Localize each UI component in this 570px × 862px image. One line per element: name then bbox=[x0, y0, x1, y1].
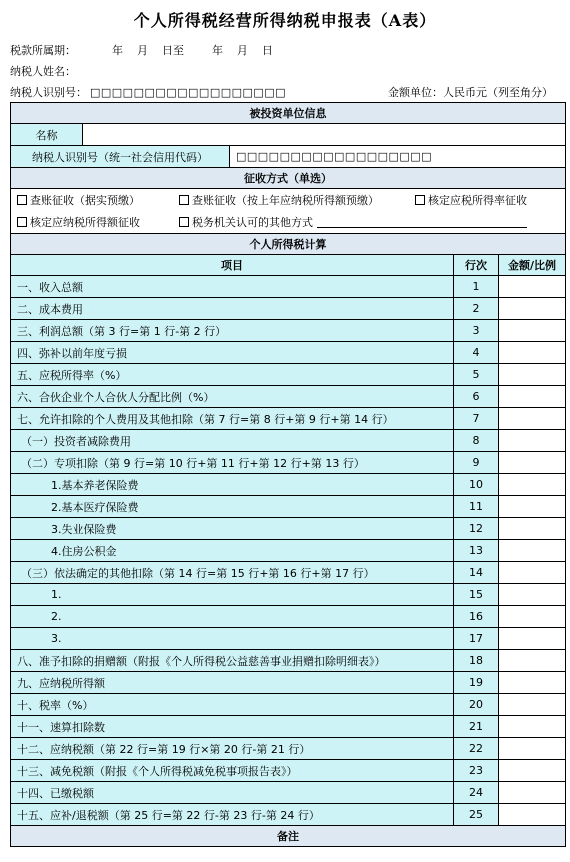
table-row bbox=[11, 430, 566, 452]
row-line-number: 22 bbox=[454, 738, 499, 760]
row-line-number: 7 bbox=[454, 408, 499, 430]
row-line-number: 17 bbox=[454, 628, 499, 650]
table-row bbox=[11, 716, 566, 738]
row-line-number: 5 bbox=[454, 364, 499, 386]
row-item-label: 十、税率（%） bbox=[11, 694, 454, 716]
row-amount-field[interactable] bbox=[499, 694, 566, 716]
row-item-label: 3. bbox=[11, 628, 454, 650]
row-line-number: 10 bbox=[454, 474, 499, 496]
row-amount-field[interactable] bbox=[499, 782, 566, 804]
levy-option-last-year[interactable]: 查账征收（按上年应纳税所得额预缴） bbox=[179, 192, 415, 208]
row-item-label: 1.基本养老保险费 bbox=[11, 474, 454, 496]
row-item-label: 十四、已缴税额 bbox=[11, 782, 454, 804]
row-amount-field[interactable] bbox=[499, 584, 566, 606]
investee-name-field[interactable] bbox=[83, 124, 566, 146]
table-row bbox=[11, 276, 566, 298]
row-line-number: 25 bbox=[454, 804, 499, 826]
row-line-number: 24 bbox=[454, 782, 499, 804]
row-amount-field[interactable] bbox=[499, 760, 566, 782]
row-item-label: 一、收入总额 bbox=[11, 276, 454, 298]
declaration-table bbox=[10, 102, 566, 847]
row-amount-field[interactable] bbox=[499, 496, 566, 518]
table-row bbox=[11, 584, 566, 606]
calc-section-title: 个人所得税计算 bbox=[11, 234, 566, 255]
row-amount-field[interactable] bbox=[499, 716, 566, 738]
row-item-label: 3.失业保险费 bbox=[11, 518, 454, 540]
remarks-title: 备注 bbox=[11, 826, 566, 847]
table-row bbox=[11, 408, 566, 430]
row-amount-field[interactable] bbox=[499, 628, 566, 650]
checkbox-icon[interactable] bbox=[179, 217, 189, 227]
row-item-label: 1. bbox=[11, 584, 454, 606]
row-amount-field[interactable] bbox=[499, 298, 566, 320]
row-amount-field[interactable] bbox=[499, 408, 566, 430]
row-item-label: （一）投资者减除费用 bbox=[11, 430, 454, 452]
levy-section-title: 征收方式（单选） bbox=[11, 168, 566, 189]
row-item-label: 三、利润总额（第 3 行=第 1 行-第 2 行） bbox=[11, 320, 454, 342]
taxpayer-id-label: 纳税人识别号： bbox=[10, 86, 87, 99]
row-line-number: 8 bbox=[454, 430, 499, 452]
other-method-line[interactable] bbox=[317, 217, 527, 228]
levy-option-rate[interactable]: 核定应税所得率征收 bbox=[415, 192, 555, 208]
table-row bbox=[11, 496, 566, 518]
table-row bbox=[11, 364, 566, 386]
row-amount-field[interactable] bbox=[499, 518, 566, 540]
row-line-number: 3 bbox=[454, 320, 499, 342]
row-line-number: 2 bbox=[454, 298, 499, 320]
row-item-label: 二、成本费用 bbox=[11, 298, 454, 320]
col-header-amount: 金额/比例 bbox=[499, 255, 566, 276]
row-item-label: （二）专项扣除（第 9 行=第 10 行+第 11 行+第 12 行+第 13 行） bbox=[11, 452, 454, 474]
table-row bbox=[11, 782, 566, 804]
period-label: 税款所属期： bbox=[10, 44, 76, 57]
calc-rows bbox=[11, 276, 566, 826]
row-amount-field[interactable] bbox=[499, 386, 566, 408]
investee-name-label: 名称 bbox=[11, 124, 83, 146]
checkbox-icon[interactable] bbox=[179, 195, 189, 205]
table-row bbox=[11, 672, 566, 694]
row-item-label: 十二、应纳税额（第 22 行=第 19 行×第 20 行-第 21 行） bbox=[11, 738, 454, 760]
row-line-number: 13 bbox=[454, 540, 499, 562]
table-row bbox=[11, 628, 566, 650]
row-amount-field[interactable] bbox=[499, 452, 566, 474]
row-amount-field[interactable] bbox=[499, 606, 566, 628]
table-row bbox=[11, 760, 566, 782]
table-row bbox=[11, 386, 566, 408]
levy-option-assessed[interactable]: 核定应纳税所得额征收 bbox=[17, 214, 179, 230]
row-line-number: 23 bbox=[454, 760, 499, 782]
table-row bbox=[11, 738, 566, 760]
row-item-label: 九、应纳税所得额 bbox=[11, 672, 454, 694]
row-item-label: 四、弥补以前年度亏损 bbox=[11, 342, 454, 364]
row-line-number: 21 bbox=[454, 716, 499, 738]
taxpayer-name-label: 纳税人姓名： bbox=[10, 65, 76, 78]
table-row bbox=[11, 342, 566, 364]
row-item-label: 十三、减免税额（附报《个人所得税减免税事项报告表》） bbox=[11, 760, 454, 782]
checkbox-icon[interactable] bbox=[415, 195, 425, 205]
row-item-label: 4.住房公积金 bbox=[11, 540, 454, 562]
row-amount-field[interactable] bbox=[499, 320, 566, 342]
row-line-number: 19 bbox=[454, 672, 499, 694]
row-item-label: 五、应税所得率（%） bbox=[11, 364, 454, 386]
table-row bbox=[11, 804, 566, 826]
investee-id-boxes[interactable]: □□□□□□□□□□□□□□□□□□ bbox=[230, 146, 566, 168]
row-item-label: 八、准予扣除的捐赠额（附报《个人所得税公益慈善事业捐赠扣除明细表》） bbox=[11, 650, 454, 672]
row-item-label: 2. bbox=[11, 606, 454, 628]
row-amount-field[interactable] bbox=[499, 430, 566, 452]
row-amount-field[interactable] bbox=[499, 364, 566, 386]
row-amount-field[interactable] bbox=[499, 540, 566, 562]
row-line-number: 9 bbox=[454, 452, 499, 474]
row-amount-field[interactable] bbox=[499, 276, 566, 298]
row-line-number: 16 bbox=[454, 606, 499, 628]
form-title: 个人所得税经营所得纳税申报表（A表） bbox=[133, 11, 437, 30]
col-header-line: 行次 bbox=[454, 255, 499, 276]
row-line-number: 1 bbox=[454, 276, 499, 298]
checkbox-icon[interactable] bbox=[17, 217, 27, 227]
table-row bbox=[11, 320, 566, 342]
row-item-label: 六、合伙企业个人合伙人分配比例（%） bbox=[11, 386, 454, 408]
table-row bbox=[11, 452, 566, 474]
row-line-number: 6 bbox=[454, 386, 499, 408]
row-item-label: 七、允许扣除的个人费用及其他扣除（第 7 行=第 8 行+第 9 行+第 14 行） bbox=[11, 408, 454, 430]
row-item-label: （三）依法确定的其他扣除（第 14 行=第 15 行+第 16 行+第 17 行） bbox=[11, 562, 454, 584]
row-line-number: 12 bbox=[454, 518, 499, 540]
row-item-label: 2.基本医疗保险费 bbox=[11, 496, 454, 518]
levy-options bbox=[11, 189, 566, 234]
row-line-number: 20 bbox=[454, 694, 499, 716]
row-line-number: 18 bbox=[454, 650, 499, 672]
table-row bbox=[11, 298, 566, 320]
table-row bbox=[11, 650, 566, 672]
row-amount-field[interactable] bbox=[499, 804, 566, 826]
table-row bbox=[11, 474, 566, 496]
table-row bbox=[11, 518, 566, 540]
row-amount-field[interactable] bbox=[499, 672, 566, 694]
investee-id-label: 纳税人识别号（统一社会信用代码） bbox=[11, 146, 230, 168]
row-amount-field[interactable] bbox=[499, 738, 566, 760]
row-line-number: 11 bbox=[454, 496, 499, 518]
levy-option-actual[interactable]: 查账征收（据实预缴） bbox=[17, 192, 179, 208]
row-amount-field[interactable] bbox=[499, 474, 566, 496]
row-amount-field[interactable] bbox=[499, 650, 566, 672]
row-line-number: 4 bbox=[454, 342, 499, 364]
levy-option-other[interactable]: 税务机关认可的其他方式 bbox=[179, 214, 555, 230]
row-line-number: 14 bbox=[454, 562, 499, 584]
amount-unit: 金额单位：人民币元（列至角分） bbox=[388, 86, 553, 99]
taxpayer-id-boxes[interactable]: □□□□□□□□□□□□□□□□□□ bbox=[90, 86, 287, 99]
row-amount-field[interactable] bbox=[499, 342, 566, 364]
investee-section-title: 被投资单位信息 bbox=[11, 103, 566, 124]
row-line-number: 15 bbox=[454, 584, 499, 606]
table-row bbox=[11, 540, 566, 562]
row-item-label: 十一、速算扣除数 bbox=[11, 716, 454, 738]
row-item-label: 十五、应补/退税额（第 25 行=第 22 行-第 23 行-第 24 行） bbox=[11, 804, 454, 826]
table-row bbox=[11, 562, 566, 584]
table-row bbox=[11, 694, 566, 716]
row-amount-field[interactable] bbox=[499, 562, 566, 584]
checkbox-icon[interactable] bbox=[17, 195, 27, 205]
col-header-item: 项目 bbox=[11, 255, 454, 276]
table-row bbox=[11, 606, 566, 628]
period-value: 年 月 日至 年 月 日 bbox=[112, 44, 273, 57]
